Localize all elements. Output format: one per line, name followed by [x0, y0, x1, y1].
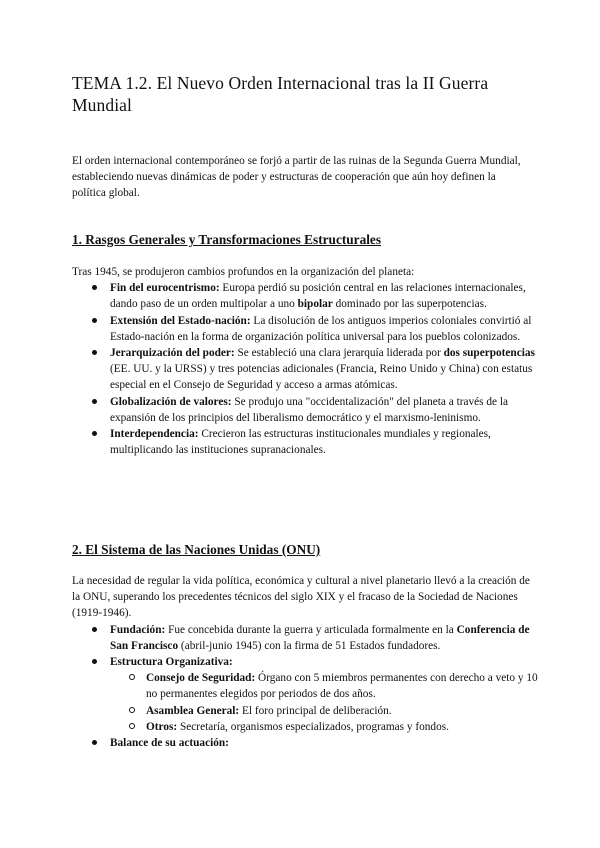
list-item: [72, 394, 540, 426]
item-strong: bipolar: [297, 298, 333, 311]
list-item: [72, 313, 540, 345]
item-text: Órgano con 5 miembros permanentes con derecho a veto y 10 no permanentes elegidos por periodos de dos años.: [146, 672, 538, 701]
item-text: dominado por las superpotencias.: [332, 298, 487, 311]
item-text: Crecieron las estructuras institucionales mundiales y regionales, multiplicando las instituciones supranacionales.: [110, 428, 491, 457]
section-1-heading: 1. Rasgos Generales y Transformaciones Estructurales: [72, 232, 381, 247]
item-term: Otros:: [146, 720, 178, 733]
estructura-sublist: [110, 670, 540, 735]
item-term: Estructura Organizativa:: [110, 656, 233, 669]
page-title: TEMA 1.2. El Nuevo Orden Internacional tras la II Guerra Mundial: [72, 73, 489, 115]
item-text: Se produjo una "occidentalización" del planeta a través de la expansión de los principios del liberalismo democrático y el marxismo-leninismo.: [110, 395, 509, 424]
item-term: Consejo de Seguridad:: [146, 672, 256, 685]
section-2-heading: 2. El Sistema de las Naciones Unidas (ONU): [72, 542, 321, 557]
item-text: La disolución de los antiguos imperios coloniales convirtió al Estado-nación en la forma de organización política universal para los pueblos colonizados.: [110, 314, 532, 343]
item-text: (abril-junio 1945) con la firma de 51 Estados fundadores.: [178, 639, 441, 652]
list-item: [72, 345, 540, 394]
section-2-list: [72, 622, 540, 752]
section-1-list: [72, 280, 540, 458]
item-term: Globalización de valores:: [110, 395, 232, 408]
item-text: El foro principal de deliberación.: [239, 704, 392, 717]
item-term: Extensión del Estado-nación:: [110, 314, 251, 327]
item-term: Asamblea General:: [146, 704, 240, 717]
item-term: Interdependencia:: [110, 428, 199, 441]
item-term: Fundación:: [110, 623, 166, 636]
item-text: Europa perdió su posición central en las relaciones internacionales, dando paso de un orden multipolar a uno: [110, 282, 526, 311]
section-1-lead: Tras 1945, se produjeron cambios profundos en la organización del planeta:: [72, 266, 415, 278]
item-text: Secretaría, organismos especializados, programas y fondos.: [177, 720, 449, 733]
section-2-body: [72, 573, 540, 751]
sub-list-item: [110, 670, 540, 702]
item-text: (EE. UU. y la URSS) y tres potencias adicionales (Francia, Reino Unido y China) con estatus especial en el Consejo de Seguridad y acceso a armas atómicas.: [110, 363, 533, 392]
list-item: [72, 280, 540, 312]
item-term: Fin del eurocentrismo:: [110, 282, 220, 295]
item-text: Se estableció una clara jerarquía liderada por: [234, 347, 444, 360]
item-strong: dos superpotencias: [443, 347, 535, 360]
item-term: Jerarquización del poder:: [110, 347, 235, 360]
sub-list-item: [110, 703, 540, 719]
sub-list-item: [110, 719, 540, 735]
item-term: Balance de su actuación:: [110, 737, 229, 750]
section-2-lead: La necesidad de regular la vida política, económica y cultural a nivel planetario llevó a la creación de la ONU, superando los precedentes técnicos del siglo XIX y el fracaso de la Sociedad de Naciones (1919-1946).: [72, 575, 530, 620]
list-item: [72, 426, 540, 458]
section-1-body: [72, 264, 540, 458]
list-item: [72, 622, 540, 654]
item-text: Fue concebida durante la guerra y articulada formalmente en la: [165, 623, 457, 636]
intro-paragraph: El orden internacional contemporáneo se forjó a partir de las ruinas de la Segunda Guerra Mundial, estableciendo nuevas dinámicas de poder y estructuras de cooperación que aún hoy definen la política global.: [72, 155, 521, 200]
list-item: [72, 735, 540, 751]
item-strong: Conferencia de San Francisco: [110, 623, 530, 652]
list-item: [72, 654, 540, 735]
